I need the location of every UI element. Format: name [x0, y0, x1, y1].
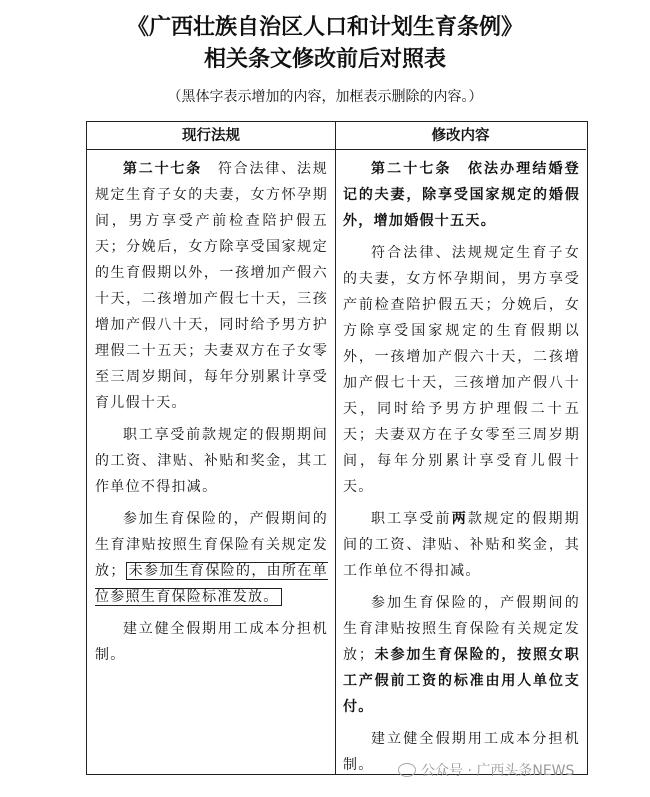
watermark-text: 公众号 · 广西头条NEWS	[421, 763, 575, 779]
right-paragraph-5: 建立健全假期用工成本分担机制。	[343, 731, 580, 773]
wechat-icon	[398, 763, 416, 777]
article-number: 第二十七条	[123, 161, 203, 177]
comparison-table	[86, 121, 588, 775]
right-p3-text-b: 款规定的假期期间的工资、津贴、补贴和奖金，其工作单位不得扣减。	[343, 511, 580, 579]
left-paragraph-1	[95, 156, 328, 416]
right-p4-text: 参加生育保险的，产假期间的生育津贴按照生育保险有关规定发放；	[343, 595, 580, 663]
document-subtitle: 相关条文修改前后对照表	[203, 46, 446, 72]
right-paragraph-2: 符合法律、法规规定生育子女的夫妻，女方怀孕期间，男方享受产前检查陪护假五天；分娩后，女方除享受国家规定的生育假期以外，一孩增加产假六十天，二孩增加产假七十天，三孩增加产假八十天，同时给予男方护理假二十五天；夫妻双方在子女零至三周岁期间，每年分别累计享受育儿假十天。	[343, 245, 580, 495]
deleted-text: 未参加生育保险的，由所在单位参照生育保险标准发放。	[95, 563, 328, 605]
column-divider	[335, 122, 336, 774]
left-paragraph-3	[95, 506, 328, 610]
right-p3-text-a: 职工享受前	[371, 511, 452, 527]
left-paragraph-2: 职工享受前款规定的假期期间的工资、津贴、补贴和奖金，其工作单位不得扣减。	[95, 427, 328, 495]
left-p3-text: 参加生育保险的，产假期间的生育津贴按照生育保险有关规定发放；	[95, 511, 328, 579]
revised-content-column	[343, 156, 580, 784]
right-paragraph-4	[343, 590, 580, 720]
left-p1-text: 符合法律、法规规定生育子女的夫妻，女方怀孕期间，男方享受产前检查陪护假五天；分娩后，女方除享受国家规定的生育假期以外，一孩增加产假六十天，二孩增加产假七十天，三孩增加产假八十天，同时给予男方护理假二十五天；夫妻双方在子女零至三周岁期间，每年分别累计享受育儿假十天。	[95, 161, 328, 411]
right-paragraph-1	[343, 156, 580, 234]
left-paragraph-4: 建立健全假期用工成本分担机制。	[95, 621, 328, 663]
article-number: 第二十七条	[371, 161, 452, 177]
right-paragraph-3	[343, 506, 580, 584]
watermark	[398, 760, 574, 780]
document-title: 《广西壮族自治区人口和计划生育条例》	[126, 14, 523, 40]
header-current-law: 现行法规	[87, 122, 335, 150]
current-law-column	[95, 156, 328, 674]
legend-note: （黑体字表示增加的内容，加框表示删除的内容。）	[167, 89, 483, 105]
added-text: 两	[451, 511, 468, 527]
added-text: 依法办理结婚登记的夫妻，除享受国家规定的婚假外，增加婚假十五天。	[343, 161, 580, 229]
added-text: 未参加生育保险的，按照女职工产假前工资的标准由用人单位支付。	[343, 647, 580, 715]
header-revised-content: 修改内容	[335, 122, 586, 150]
